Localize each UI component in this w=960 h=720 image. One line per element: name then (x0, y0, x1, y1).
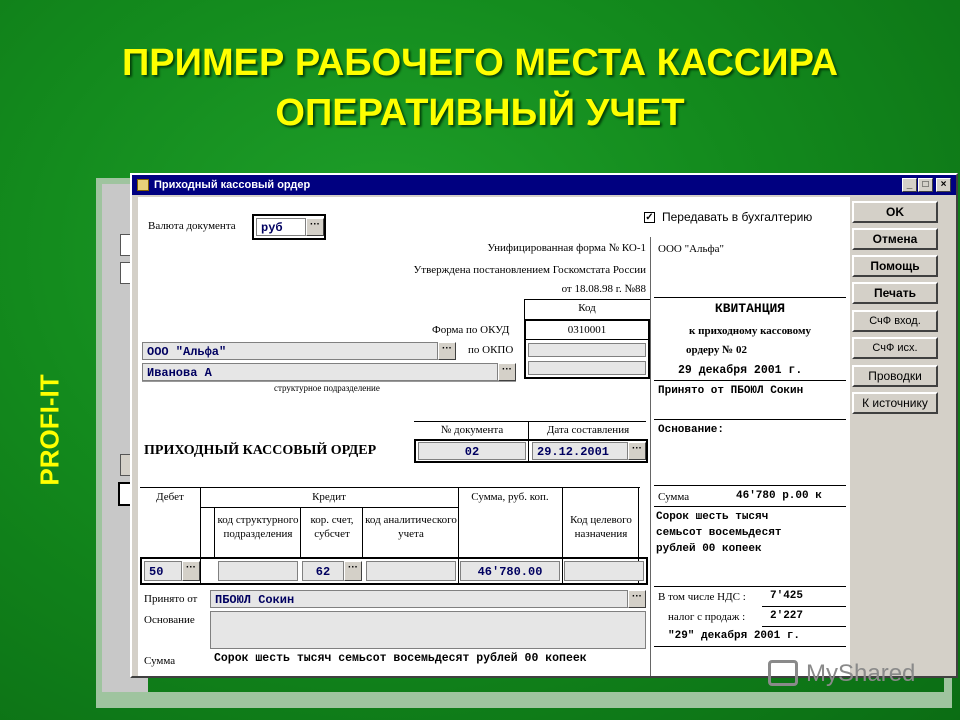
analytic-code-header: код аналитического учета (365, 514, 457, 540)
struct-code-input[interactable] (218, 561, 298, 581)
invoice-in-button[interactable]: СчФ вход. (852, 310, 938, 332)
table-line (140, 487, 640, 488)
receipt-line (762, 606, 846, 607)
document-icon (137, 179, 149, 191)
basis-label: Основание (144, 614, 195, 626)
okpo-label: по ОКПО (468, 344, 514, 356)
cancel-button[interactable]: Отмена (852, 228, 938, 250)
window-titlebar (132, 175, 956, 195)
code-extra-input[interactable] (528, 361, 646, 375)
doc-date-picker-button[interactable]: ··· (628, 442, 646, 460)
debet-input[interactable]: 50 (144, 561, 182, 581)
sum-words-text: Сорок шесть тысяч семьсот восемьдесят рублей 00 копеек (214, 652, 587, 665)
receipt-sales-tax-value: 2'227 (770, 610, 804, 622)
sum-words-label: Сумма (144, 655, 176, 667)
okud-label: Форма по ОКУД (432, 324, 510, 336)
receipt-line (654, 419, 846, 420)
debet-select-button[interactable]: ··· (182, 561, 200, 581)
receipt-sum-words-2: семьсот восемьдесят (656, 527, 782, 539)
subdivision-input[interactable]: Иванова А (142, 363, 498, 381)
table-line (214, 507, 215, 557)
receipt-basis: Основание: (658, 424, 725, 436)
receipt-line (654, 380, 846, 381)
slide-title-line1: ПРИМЕР РАБОЧЕГО МЕСТА КАССИРА (121, 42, 839, 84)
organization-input[interactable]: ООО "Альфа" (142, 342, 438, 360)
sum-header: Сумма, руб. коп. (471, 491, 549, 503)
currency-label: Валюта документа (148, 220, 236, 232)
doc-date-header: Дата составления (546, 424, 630, 436)
okpo-input[interactable] (528, 343, 646, 357)
okud-value: 0310001 (567, 324, 607, 336)
debet-header: Дебет (156, 491, 184, 503)
postings-button[interactable]: Проводки (852, 365, 938, 387)
maximize-button[interactable]: □ (918, 178, 933, 192)
receipt-title: КВИТАНЦИЯ (714, 301, 786, 316)
watermark (768, 656, 948, 692)
invoice-out-button[interactable]: СчФ исх. (852, 337, 938, 359)
receipt-sum-words-3: рублей 00 копеек (656, 543, 762, 555)
korr-account-input[interactable]: 62 (302, 561, 344, 581)
doc-header-line (414, 421, 646, 422)
receipt-order-number: ордеру № 02 (686, 344, 747, 356)
watermark-text: MyShared (806, 660, 916, 687)
print-button[interactable]: Печать (852, 282, 938, 304)
receipt-date: 29 декабря 2001 г. (678, 364, 803, 377)
receipt-separator (650, 237, 651, 677)
korr-account-header: кор. счет, субсчет (310, 514, 354, 540)
approved-date-text: от 18.08.98 г. №88 (561, 283, 646, 295)
receipt-sum-label: Сумма (658, 491, 690, 503)
receipt-footer-date: "29" декабря 2001 г. (668, 630, 801, 642)
doc-date-input[interactable]: 29.12.2001 (532, 442, 628, 460)
receipt-vat-value: 7'425 (770, 590, 804, 602)
minimize-button[interactable]: _ (902, 178, 917, 192)
approved-text: Утверждена постановлением Госкомстата России (413, 264, 646, 276)
table-line (362, 507, 363, 557)
receipt-vat-label: В том числе НДС : (658, 591, 746, 603)
purpose-code-header: Код целевого назначения (570, 514, 632, 540)
purpose-code-input[interactable] (564, 561, 644, 581)
background-window-bottom (96, 692, 946, 708)
receipt-line (654, 485, 846, 486)
receipt-line (654, 646, 846, 647)
side-label (28, 355, 72, 505)
table-line (300, 507, 301, 557)
doc-divider (528, 421, 529, 463)
received-from-label: Принято от (144, 593, 198, 605)
side-label-text: PROFI-IT (34, 374, 65, 486)
receipt-sum-words-1: Сорок шесть тысяч (656, 511, 769, 523)
receipt-sum-value: 46'780 р.00 к (736, 490, 822, 502)
kredit-header: Кредит (312, 491, 346, 503)
struct-code-header: код структурного подразделения (217, 514, 299, 540)
table-line (200, 507, 458, 508)
window-title: Приходный кассовый ордер (154, 179, 311, 191)
receipt-line (654, 506, 846, 507)
receipt-accepted: Принято от ПБОЮЛ Сокин (658, 385, 804, 397)
subdivision-caption: структурное подразделение (274, 383, 380, 393)
order-title: ПРИХОДНЫЙ КАССОВЫЙ ОРДЕР (144, 443, 377, 458)
currency-input[interactable]: руб (256, 218, 306, 236)
currency-select-button[interactable]: ··· (306, 218, 324, 236)
receipt-to-order: к приходному кассовому (689, 325, 811, 337)
order-form (138, 197, 850, 678)
unified-form-text: Унифицированная форма № КО-1 (487, 242, 646, 254)
analytic-code-input[interactable] (366, 561, 456, 581)
help-button[interactable]: Помощь (852, 255, 938, 277)
doc-number-header: № документа (440, 424, 504, 436)
presentation-icon (768, 660, 798, 686)
subdivision-underline (142, 381, 516, 382)
receipt-org: ООО "Альфа" (658, 243, 725, 255)
receipt-line (654, 586, 846, 587)
doc-number-input[interactable]: 02 (418, 442, 526, 460)
basis-input[interactable] (210, 611, 646, 649)
received-from-input[interactable]: ПБОЮЛ Сокин (210, 590, 628, 608)
received-from-select-button[interactable]: ··· (628, 590, 646, 608)
receipt-line (654, 297, 846, 298)
transfer-checkbox[interactable]: ✓ (645, 212, 654, 223)
transfer-label: Передавать в бухгалтерию (662, 210, 813, 224)
sum-input[interactable]: 46'780.00 (460, 561, 560, 581)
slide-title-line2: ОПЕРАТИВНЫЙ УЧЕТ (275, 92, 685, 134)
cash-order-window (130, 173, 958, 678)
close-button[interactable]: × (936, 178, 951, 192)
to-source-button[interactable]: К источнику (852, 392, 938, 414)
code-header: Код (578, 302, 596, 314)
korr-account-select-button[interactable]: ··· (344, 561, 362, 581)
ok-button[interactable]: OK (852, 201, 938, 223)
receipt-sales-tax-label: налог с продаж : (668, 611, 746, 623)
code-box-line (524, 299, 650, 300)
code-box-line (526, 339, 648, 340)
subdivision-select-button[interactable]: ··· (498, 363, 516, 381)
organization-select-button[interactable]: ··· (438, 342, 456, 360)
receipt-line (762, 626, 846, 627)
